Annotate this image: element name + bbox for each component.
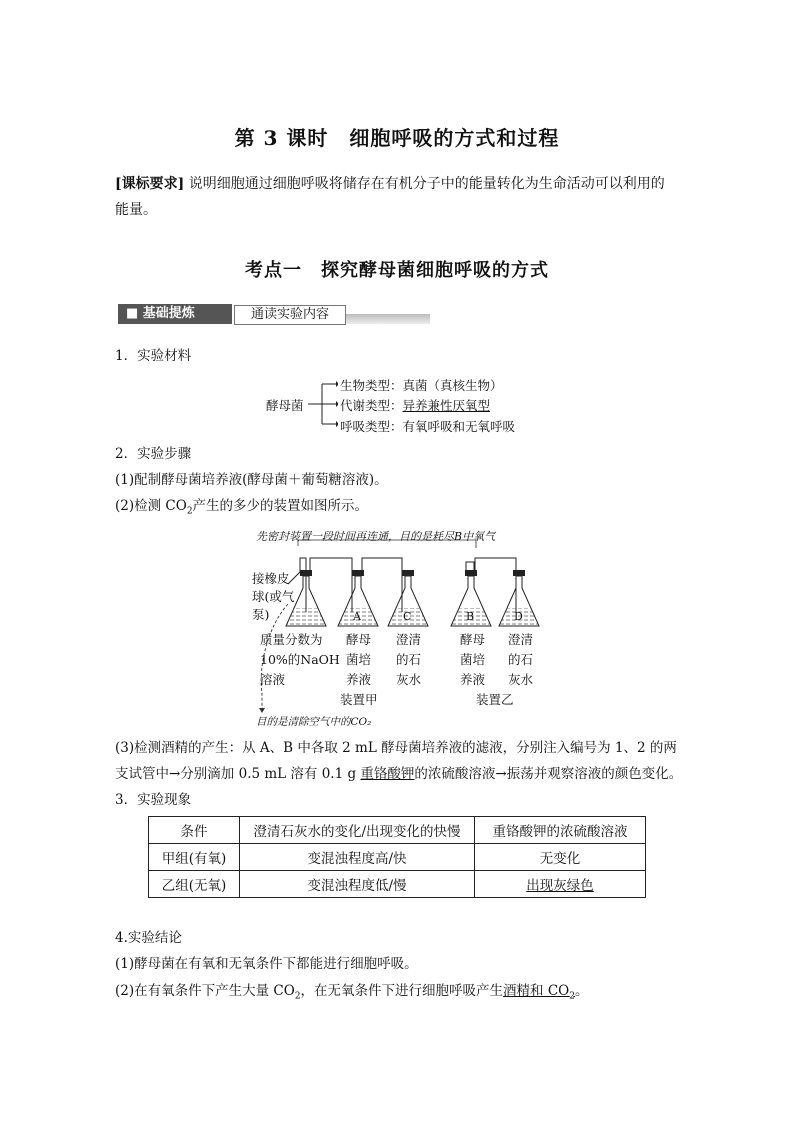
table-header: 澄清石灰水的变化/出现变化的快慢 [240,817,475,844]
step3-a: 支试管中→分别滴加 0.5 mL 溶有 0.1 g [115,766,361,782]
yeast-label-a-2: 菌培 [346,652,372,667]
section-banner [118,304,430,326]
tree-root: 酵母菌 [266,398,304,413]
table-cell: 乙组(无氧) [149,871,240,898]
branch-bio [340,376,503,394]
c2-b: ，在无氧条件下进行细胞呼吸产生 [300,983,504,999]
s2-step1: (1)配制酵母菌培养液(酵母菌＋葡萄糖溶液)。 [115,472,388,488]
pump-label-1: 接橡皮 [252,571,290,586]
yeast-label-a [346,630,371,690]
banner-rule [346,314,430,324]
s4-conclusion-1: (1)酵母菌在有氧和无氧条件下都能进行细胞呼吸。 [115,956,418,972]
results-table [148,816,646,898]
c2-sub: 2 [294,991,301,1002]
table-cell: 无变化 [475,844,646,871]
lime-label-d-1: 澄清 [508,632,534,647]
s2-step2 [115,496,368,522]
step3-u: 重铬酸钾 [360,766,415,782]
tree-brackets [308,378,338,430]
diagram-top-note: 先密封装置一段时间再连通，目的是耗尽B中氧气 [256,530,496,543]
yeast-label-a-3: 养液 [346,672,372,687]
lime-label-c-2: 的石 [396,652,422,667]
section-title: 考点一 探究酵母菌细胞呼吸的方式 [245,260,549,281]
lime-label-c-3: 灰水 [396,672,422,687]
yeast-label-b-3: 养液 [460,672,486,687]
banner-basic: ■ 基础提炼 [118,304,232,324]
table-cell: 出现灰绿色 [475,871,646,898]
naoh-label-1: 质量分数为 [260,632,323,647]
s2-step3-line2 [115,764,715,784]
requirement-tag: [课标要求] [115,176,185,192]
lime-label-d [508,630,533,690]
lime-label-d-2: 的石 [508,652,534,667]
yeast-label-a-1: 酵母 [346,632,372,647]
s2-step2-sub: 2 [186,506,193,517]
banner-read: 通读实验内容 [234,305,346,325]
naoh-label-3: 溶液 [260,672,286,687]
s2-step2-b: 产生的多少的装置如图所示。 [192,498,369,514]
c2-underlined [503,983,575,1002]
table-header: 重铬酸钾的浓硫酸溶液 [475,817,646,844]
s2-heading: 2．实验步骤 [115,446,192,462]
c2-u1: 酒精和 CO [503,983,570,999]
pump-label [252,570,294,624]
lime-label-d-3: 灰水 [508,672,534,687]
branch-bio-label: 生物类型： [340,378,403,393]
s1-heading: 1．实验材料 [115,348,192,364]
flask-letter-b: B [466,610,475,623]
diagram-bottom-note: 目的是清除空气中的CO₂ [256,716,372,728]
step3-b: 的浓硫酸溶液→振荡并观察溶液的颜色变化。 [414,766,683,782]
table-header: 条件 [149,817,240,844]
lime-label-c [396,630,421,690]
s2-step2-a: (2)检测 CO [115,498,187,514]
yeast-label-b [460,630,485,690]
table-cell: 变混浊程度低/慢 [240,871,475,898]
table-cell: 变混浊程度高/快 [240,844,475,871]
branch-metab [340,396,490,414]
flask-letter-a: A [353,610,361,623]
course-requirement [115,171,690,223]
table-header-row [149,817,646,844]
s2-step3-line1: (3)检测酒精的产生：从 A、B 中各取 2 mL 酵母菌培养液的滤液，分别注入编号为 1、2 的两 [115,740,677,756]
s4-conclusion-2 [115,981,588,1007]
branch-resp-value: 有氧呼吸和无氧呼吸 [402,419,516,434]
flask-letter-c: C [403,610,412,623]
branch-bio-value: 真菌（真核生物） [402,378,503,393]
yeast-label-b-1: 酵母 [460,632,486,647]
branch-metab-label: 代谢类型： [340,398,403,413]
naoh-label [260,630,340,690]
setup-a-label: 装置甲 [340,692,378,707]
naoh-label-2: 10%的NaOH [260,652,340,667]
yeast-label-b-2: 菌培 [460,652,486,667]
branch-resp [340,417,515,435]
c2-u1-sub: 2 [569,991,575,1002]
table-row [149,871,646,898]
c2-end: 。 [574,983,589,999]
pump-label-3: 泵) [252,607,270,622]
s3-heading: 3．实验现象 [115,792,192,808]
setup-b-label: 装置乙 [476,692,514,707]
table-row [149,844,646,871]
s4-heading: 4.实验结论 [115,930,182,946]
table-cell: 甲组(有氧) [149,844,240,871]
flask-letter-d: D [514,610,523,623]
requirement-text: 说明细胞通过细胞呼吸将储存在有机分子中的能量转化为生命活动可以利用的 [188,176,665,192]
page-title: 第 3 课时 细胞呼吸的方式和过程 [234,126,560,150]
branch-resp-label: 呼吸类型： [340,419,403,434]
branch-metab-value: 异养兼性厌氧型 [402,398,491,413]
pump-label-2: 球(或气 [252,589,295,604]
c2-a: (2)在有氧条件下产生大量 CO [115,983,295,999]
lime-label-c-1: 澄清 [396,632,422,647]
requirement-text-cont: 能量。 [115,202,157,218]
